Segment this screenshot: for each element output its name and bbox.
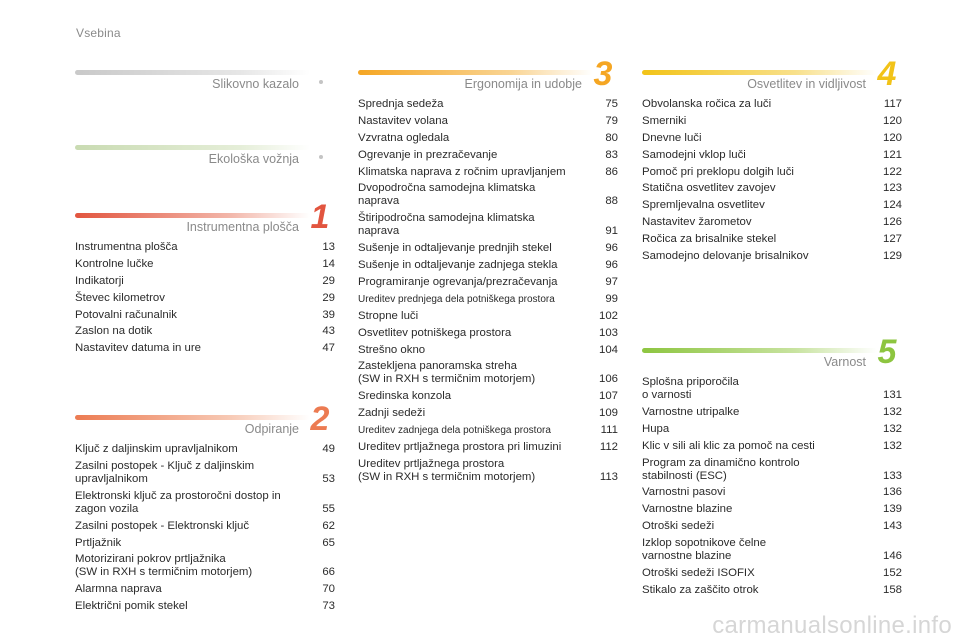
toc-entry-page: 99: [605, 292, 618, 305]
toc-entry-label: Nastavitev volana: [358, 114, 448, 127]
toc-entry-page: 47: [322, 342, 335, 355]
toc-entry-label: Alarmna naprava: [75, 583, 162, 596]
toc-entry-label: Potovalni računalnik: [75, 308, 177, 321]
toc-entry[interactable]: [358, 360, 618, 386]
toc-entry-label: Otroški sedeži ISOFIX: [642, 567, 755, 580]
toc-entry[interactable]: [358, 310, 618, 323]
toc-entry-label: Električni pomik stekel: [75, 600, 188, 613]
toc-entry[interactable]: [358, 259, 618, 272]
section-bar: [642, 70, 877, 75]
section-odpiranje: [75, 400, 335, 617]
toc-entry-page: 79: [605, 114, 618, 127]
toc-entry[interactable]: [642, 537, 902, 563]
toc-entry-label: Otroški sedeži: [642, 520, 715, 533]
toc-entry[interactable]: [642, 149, 902, 162]
toc-entry-label: Kontrolne lučke: [75, 257, 154, 270]
toc-entry-page: 113: [599, 470, 618, 483]
toc-entry-page: 55: [322, 502, 335, 515]
toc-entry[interactable]: [358, 276, 618, 289]
toc-entry-page: 133: [882, 469, 902, 482]
toc-entry-page: 88: [605, 195, 618, 208]
watermark: carmanualsonline.info: [712, 612, 952, 639]
toc-entry-label: Izklop sopotnikove čelne varnostne blazine: [642, 537, 767, 563]
toc-entry-label: Sredinska konzola: [358, 390, 452, 403]
toc-entry[interactable]: [642, 98, 902, 111]
toc-entry-label: Prtljažnik: [75, 536, 122, 549]
toc-entry-label: Vzvratna ogledala: [358, 131, 450, 144]
toc-entry-page: 29: [322, 291, 335, 304]
toc-entry[interactable]: [642, 166, 902, 179]
toc-entry[interactable]: [75, 583, 335, 596]
toc-entry[interactable]: [642, 250, 902, 263]
toc-entry-page: 13: [322, 241, 335, 253]
toc-entry-page: 117: [883, 98, 902, 110]
toc-entry-page: 49: [322, 443, 335, 455]
toc-entry-label: Splošna priporočila o varnosti: [642, 376, 739, 401]
toc-entry-label: Strešno okno: [358, 343, 426, 356]
toc-entry[interactable]: [642, 520, 902, 533]
toc-entry[interactable]: [358, 458, 618, 484]
toc-entry-label: Števec kilometrov: [75, 291, 165, 304]
toc-entry[interactable]: [358, 242, 618, 255]
toc-entry-page: 131: [882, 389, 902, 401]
toc-entry-label: Motorizirani pokrov prtljažnika (SW in RXH s termičnim motorjem): [75, 553, 253, 579]
toc-entry-label: Zaslon na dotik: [75, 325, 153, 338]
toc-entry[interactable]: [642, 216, 902, 229]
toc-entry-label: Sušenje in odtaljevanje prednjih stekel: [358, 242, 552, 255]
toc-entry-page: 53: [322, 472, 335, 485]
toc-entry-page: 124: [882, 199, 902, 212]
section-osvetlitev-in-vidljivost: [642, 55, 902, 267]
toc-entry-page: 91: [605, 225, 618, 238]
toc-entry-page: 120: [882, 131, 902, 144]
toc-entry[interactable]: [642, 199, 902, 212]
toc-entry[interactable]: [75, 600, 335, 613]
toc-entry[interactable]: [75, 325, 335, 338]
toc-entry-page: 111: [600, 424, 618, 437]
toc-entry-page: 102: [598, 309, 618, 322]
toc-entry-label: Sušenje in odtaljevanje zadnjega stekla: [358, 259, 558, 272]
section-slikovno-kazalo: [75, 68, 335, 90]
toc-entry[interactable]: [642, 115, 902, 128]
section-number: 3: [593, 55, 613, 93]
toc-entry-label: Osvetlitev potniškega prostora: [358, 326, 512, 339]
section-title[interactable]: Osvetlitev in vidljivost: [747, 77, 866, 91]
toc-entry-page: 80: [605, 131, 618, 144]
toc-entry-label: Programiranje ogrevanja/prezračevanja: [358, 276, 558, 289]
toc-entry-page: 136: [882, 486, 902, 499]
toc-entry-page: 70: [322, 583, 335, 596]
toc-entry-page: 112: [599, 441, 618, 454]
toc-entry-page: 158: [882, 583, 902, 596]
toc-entry-label: Dnevne luči: [642, 131, 702, 144]
page-title: Vsebina: [76, 26, 121, 40]
toc-entry[interactable]: [642, 182, 902, 195]
toc-entry-page: 146: [882, 550, 902, 563]
toc-list: [358, 98, 618, 484]
toc-entry[interactable]: [75, 553, 335, 579]
toc-entry[interactable]: [358, 390, 618, 403]
section-ergonomija-in-udobje: [358, 55, 618, 488]
toc-entry-label: Program za dinamično kontrolo stabilnosti (ESC): [642, 456, 800, 482]
toc-entry-label: Hupa: [642, 422, 670, 435]
toc-entry-label: Spremljevalna osvetlitev: [642, 199, 765, 212]
section-header: [358, 55, 618, 93]
toc-entry[interactable]: [358, 407, 618, 420]
section-header: [75, 400, 335, 438]
toc-entry[interactable]: [75, 520, 335, 533]
toc-entry[interactable]: [75, 309, 335, 322]
toc-entry-label: Elektronski ključ za prostoročni dostop in zagon vozila: [75, 489, 281, 515]
toc-entry-page: 75: [605, 98, 618, 110]
section-bar: [75, 213, 310, 218]
section-title[interactable]: Ekološka vožnja: [208, 152, 299, 166]
toc-entry-label: Nastavitev žarometov: [642, 216, 752, 229]
toc-entry-page: 139: [882, 503, 902, 516]
toc-entry[interactable]: [358, 166, 618, 179]
toc-entry-label: Ogrevanje in prezračevanje: [358, 148, 498, 161]
toc-entry[interactable]: [358, 115, 618, 128]
toc-entry[interactable]: [642, 486, 902, 499]
toc-entry-label: Sprednja sedeža: [358, 98, 444, 110]
toc-entry-label: Instrumentna plošča: [75, 241, 178, 253]
toc-entry-label: Varnostne blazine: [642, 503, 733, 516]
section-bar: [75, 70, 310, 75]
section-title[interactable]: Odpiranje: [244, 422, 299, 436]
toc-entry[interactable]: [358, 293, 618, 306]
toc-entry[interactable]: [75, 443, 335, 456]
section-ekoloska-voznja: [75, 143, 335, 165]
toc-entry-page: 143: [882, 520, 902, 533]
toc-entry[interactable]: [642, 567, 902, 580]
toc-list: [642, 98, 902, 263]
toc-entry-label: Varnostni pasovi: [642, 486, 726, 499]
toc-entry[interactable]: [75, 460, 335, 486]
toc-entry[interactable]: [642, 406, 902, 419]
section-title[interactable]: Slikovno kazalo: [212, 77, 299, 91]
toc-entry[interactable]: [642, 423, 902, 436]
toc-entry[interactable]: [358, 424, 618, 437]
section-dot: [319, 80, 323, 84]
toc-entry[interactable]: [358, 344, 618, 357]
toc-entry-page: 129: [882, 250, 902, 263]
toc-entry[interactable]: [642, 503, 902, 516]
toc-entry-label: Zastekljena panoramska streha (SW in RXH s termičnim motorjem): [358, 360, 536, 386]
toc-entry-page: 86: [605, 165, 618, 178]
toc-entry-label: Ureditev prednjega dela potniškega prostora: [358, 293, 555, 305]
toc-entry-page: 66: [322, 566, 335, 579]
toc-entry-page: 43: [322, 325, 335, 338]
toc-entry[interactable]: [358, 132, 618, 145]
section-bar: [75, 145, 310, 150]
toc-entry-label: Samodejno delovanje brisalnikov: [642, 250, 809, 263]
toc-entry-page: 14: [322, 257, 335, 270]
toc-entry-page: 107: [598, 390, 618, 403]
section-title[interactable]: Ergonomija in udobje: [464, 77, 582, 91]
toc-entry-page: 123: [882, 182, 902, 195]
section-bar: [75, 415, 310, 420]
toc-entry-label: Zasilni postopek - Elektronski ključ: [75, 519, 250, 532]
toc-entry-label: Indikatorji: [75, 274, 124, 287]
toc-entry[interactable]: [75, 241, 335, 254]
toc-entry[interactable]: [642, 440, 902, 453]
toc-entry-page: 132: [882, 405, 902, 418]
toc-entry-label: Nastavitev datuma in ure: [75, 342, 201, 355]
section-varnost: [642, 333, 902, 601]
toc-entry[interactable]: [75, 537, 335, 550]
toc-list: [75, 443, 335, 613]
section-header: [642, 55, 902, 93]
toc-entry[interactable]: [75, 292, 335, 305]
toc-entry-page: 126: [882, 216, 902, 229]
toc-list: [75, 241, 335, 355]
toc-entry-page: 103: [598, 326, 618, 339]
toc-entry[interactable]: [642, 132, 902, 145]
toc-entry-page: 120: [882, 114, 902, 127]
toc-entry-label: Ureditev prtljažnega prostora (SW in RXH s termičnim motorjem): [358, 457, 536, 483]
toc-entry-page: 97: [605, 276, 618, 289]
toc-entry-label: Pomoč pri preklopu dolgih luči: [642, 165, 794, 178]
toc-entry-page: 121: [882, 148, 902, 161]
section-header: [75, 68, 335, 90]
section-number: 4: [877, 55, 897, 93]
toc-entry-label: Ključ z daljinskim upravljalnikom: [75, 443, 238, 455]
toc-entry[interactable]: [642, 584, 902, 597]
section-bar: [358, 70, 593, 75]
toc-entry[interactable]: [358, 441, 618, 454]
toc-entry-page: 104: [598, 343, 618, 356]
toc-entry-label: Dvopodročna samodejna klimatska naprava: [358, 182, 536, 208]
toc-entry-label: Klimatska naprava z ročnim upravljanjem: [358, 165, 566, 178]
toc-entry[interactable]: [75, 275, 335, 288]
toc-entry-label: Varnostne utripalke: [642, 405, 740, 418]
toc-entry-label: Stropne luči: [358, 309, 419, 322]
toc-entry-label: Ureditev prtljažnega prostora pri limuzini: [358, 441, 562, 454]
toc-entry-page: 106: [598, 373, 618, 386]
toc-entry-page: 96: [605, 259, 618, 272]
toc-entry-label: Zadnji sedeži: [358, 407, 426, 420]
toc-entry-page: 65: [322, 536, 335, 549]
toc-entry-label: Štiripodročna samodejna klimatska naprava: [358, 212, 535, 238]
toc-entry-page: 96: [605, 242, 618, 255]
toc-entry[interactable]: [75, 490, 335, 516]
toc-entry-page: 127: [882, 233, 902, 246]
toc-entry-page: 39: [322, 308, 335, 321]
toc-entry-page: 122: [882, 165, 902, 178]
toc-entry[interactable]: [358, 98, 618, 111]
toc-entry[interactable]: [75, 258, 335, 271]
toc-entry[interactable]: [642, 457, 902, 483]
toc-entry[interactable]: [358, 327, 618, 340]
toc-entry-label: Ureditev zadnjega dela potniškega prostora: [358, 425, 551, 437]
section-number: 1: [310, 198, 330, 236]
toc-entry-label: Klic v sili ali klic za pomoč na cesti: [642, 439, 815, 452]
section-title[interactable]: Varnost: [823, 355, 866, 369]
section-dot: [319, 155, 323, 159]
section-title[interactable]: Instrumentna plošča: [186, 220, 299, 234]
toc-entry-page: 62: [322, 519, 335, 532]
toc-entry[interactable]: [358, 149, 618, 162]
toc-entry-label: Zasilni postopek - Ključ z daljinskim upravljalnikom: [75, 459, 255, 485]
section-header: [642, 333, 902, 371]
toc-entry[interactable]: [642, 376, 902, 402]
section-instrumentna-plosca: [75, 198, 335, 359]
toc-entry-label: Ročica za brisalnike stekel: [642, 233, 777, 246]
section-number: 2: [310, 400, 330, 438]
section-bar: [642, 348, 877, 353]
toc-entry-page: 73: [322, 600, 335, 613]
toc-entry-page: 109: [598, 407, 618, 420]
toc-entry-page: 132: [882, 439, 902, 452]
toc-entry-page: 152: [882, 567, 902, 580]
toc-entry-label: Obvolanska ročica za luči: [642, 98, 772, 110]
toc-entry[interactable]: [358, 182, 618, 208]
toc-entry-label: Smerniki: [642, 114, 687, 127]
toc-entry-label: Stikalo za zaščito otrok: [642, 583, 759, 596]
toc-entry[interactable]: [642, 233, 902, 246]
toc-entry-page: 29: [322, 274, 335, 287]
toc-entry[interactable]: [358, 212, 618, 238]
toc-entry-page: 132: [882, 422, 902, 435]
toc-list: [642, 376, 902, 597]
section-number: 5: [877, 333, 897, 371]
section-header: [75, 198, 335, 236]
toc-entry-page: 83: [605, 148, 618, 161]
toc-entry[interactable]: [75, 342, 335, 355]
toc-entry-label: Statična osvetlitev zavojev: [642, 182, 776, 195]
toc-entry-label: Samodejni vklop luči: [642, 148, 746, 161]
section-header: [75, 143, 335, 165]
